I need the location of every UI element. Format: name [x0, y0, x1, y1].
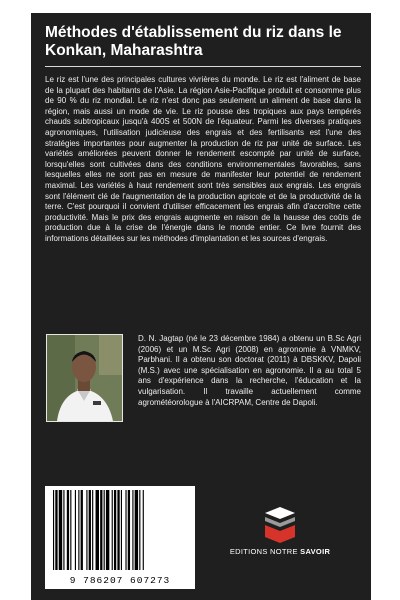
publisher-logo-icon [225, 503, 335, 545]
book-title: Méthodes d'établissement du riz dans le Konkan, Maharashtra [45, 24, 342, 59]
book-summary: Le riz est l'une des principales cultures vivrières du monde. Le riz est l'aliment de base de la plupart des habitants de l'Asie. La région Asie-Pacifique produit et consomme plus de 90 % du riz mondial. Le riz n'est donc pas seulement un aliment de base dans la région, mais aussi un mode de vie. Le riz pousse des tropiques aux pays tempérés chauds subtropicaux jusqu'à 400S et 500N de l'équateur. Parmi les diverses pratiques agronomiques, l'utilisation judicieuse des engrais et des fertilisants est l'une des stratégies importantes pour augmenter la production de riz par unité de surface. Les variétés améliorées peuvent donner le rendement escompté par unité de surface, lorsqu'elles sont cultivées dans des conditions environnementales favorables, sans lesquelles elles ne sont pas en mesure de manifester leur potentiel de rendement maximal. Les variétés à haut rendement sont très sensibles aux engrais. Les engrais sont l'élément clé de l'augmentation de la production agricole et de la productivité de la terre. C'est pourquoi il convient d'utiliser efficacement les engrais afin d'accroître cette productivité. Mais le prix des engrais augmente en raison de la hausse des coûts de production due à la crise de l'énergie dans le monde entier. Ce livre fournit des informations détaillées sur les méthodes d'implantation et les sources d'engrais. [45, 75, 361, 243]
book-back-cover [31, 13, 371, 600]
publisher-logo [225, 503, 335, 573]
author-photo [46, 334, 123, 422]
publisher-name-bold: SAVOIR [300, 547, 331, 556]
title-divider [45, 66, 361, 67]
author-bio: D. N. Jagtap (né le 23 décembre 1984) a obtenu un B.Sc Agri (2006) et un M.Sc Agri (2008) en agronomie à VNMKV, Parbhani. Il a obtenu son doctorat (2011) à DBSKKV, Dapoli (M.S.) avec une spécialisation en agronomie. Il a au total 5 ans d'expérience dans la recherche, l'éducation et la vulgarisation. Il travaille actuellement comme agrométéorologue à l'AICRPAM, Centre de Dapoli. [138, 334, 361, 407]
publisher-name-regular: EDITIONS NOTRE [229, 547, 301, 556]
publisher-name [225, 547, 335, 556]
isbn-number: 9 786207 607273 [69, 575, 171, 586]
barcode [45, 486, 195, 589]
